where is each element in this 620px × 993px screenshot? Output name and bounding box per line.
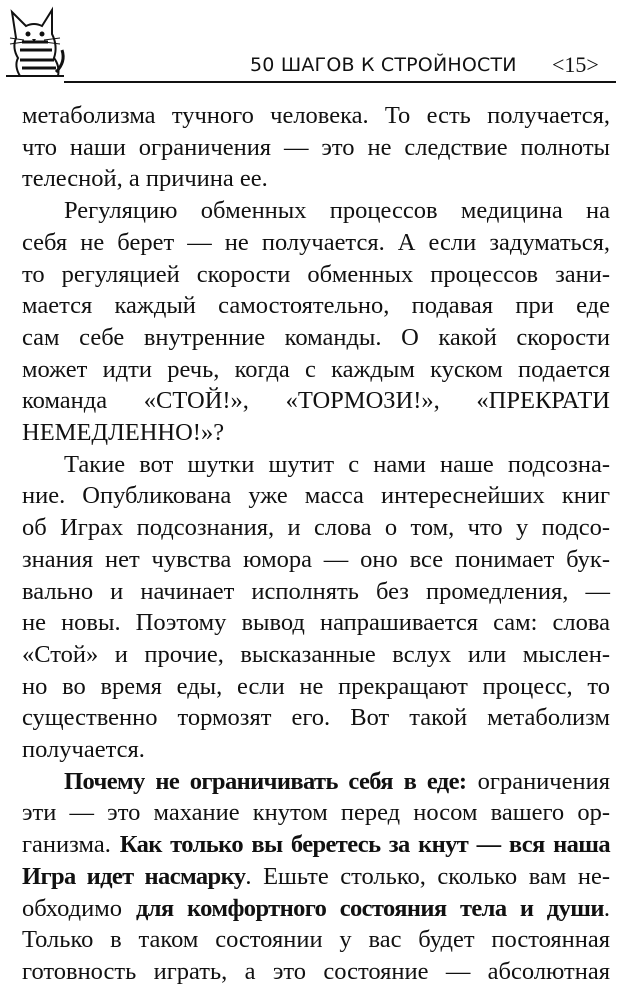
text-line: готовность играть, а это состояние — абсолютная xyxy=(22,957,610,985)
text-line: сам себе внутренние команды. О какой скорости xyxy=(22,323,610,351)
cat-logo-icon xyxy=(2,2,68,80)
text-line: вально и начинает исполнять без промедления, — xyxy=(22,577,610,605)
text-line: обходимо для комфортного состояния тела и души. xyxy=(22,894,610,922)
text-line: Почему не ограничивать себя в еде: ограничения xyxy=(64,767,610,795)
text-line: себя не берет — не получается. А если задуматься, xyxy=(22,228,610,256)
text-line: Регуляцию обменных процессов медицина на xyxy=(64,197,610,225)
text-line: не новы. Поэтому вывод напрашивается сам: слова xyxy=(22,609,610,637)
text-line: ние. Опубликована уже масса интереснейших книг xyxy=(22,482,610,510)
text-line: Игра идет насмарку. Ешьте столько, сколько вам не- xyxy=(22,862,610,890)
text-line: мается каждый самостоятельно, подавая при еде xyxy=(22,292,610,320)
bold-phrase: Почему не ограничивать себя в еде: xyxy=(64,767,467,795)
text-line: «Стой» и прочие, высказанные вслух или мыслен- xyxy=(22,640,610,668)
text-line: но во время еды, если не прекращают процесс, то xyxy=(22,672,610,700)
text-line: НЕМЕДЛЕННО!»? xyxy=(22,419,225,447)
text-line: что наши ограничения — это не следствие полноты xyxy=(22,133,610,161)
text-line: может идти речь, когда с каждым куском подается xyxy=(22,355,610,383)
text-line: Только в таком состоянии у вас будет постоянная xyxy=(22,926,610,954)
body-text xyxy=(22,100,610,988)
page-number: <15> xyxy=(552,52,599,77)
text-line: метаболизма тучного человека. То есть получается, xyxy=(22,102,610,129)
bold-phrase: Игра идет насмарку xyxy=(22,862,246,890)
text-line: команда «СТОЙ!», «ТОРМОЗИ!», «ПРЕКРАТИ xyxy=(22,387,610,415)
bold-phrase: Как только вы беретесь за кнут — вся наша xyxy=(119,831,610,859)
text-line: Такие вот шутки шутит с нами наше подсозна- xyxy=(64,450,610,478)
text-line: эти — это махание кнутом перед носом вашего ор- xyxy=(22,799,610,827)
bold-phrase: для комфортного состояния тела и души xyxy=(135,894,604,922)
text-line: знания нет чувства юмора — оно все понимает бук- xyxy=(22,545,610,573)
text-line: телесной, а причина ее. xyxy=(22,165,268,193)
text-line: об Играх подсознания, и слова о том, что у подсо- xyxy=(22,514,610,542)
text-line: ганизма. Как только вы беретесь за кнут — вся наша xyxy=(22,831,610,859)
running-title: 50 ШАГОВ К СТРОЙНОСТИ xyxy=(250,54,517,76)
text-line: существенно тормозят его. Вот такой метаболизм xyxy=(22,704,610,732)
text-line: получается. xyxy=(22,736,145,764)
page-header xyxy=(0,0,620,84)
header-divider xyxy=(64,81,616,83)
text-line: то регуляцией скорости обменных процессов зани- xyxy=(22,260,610,288)
